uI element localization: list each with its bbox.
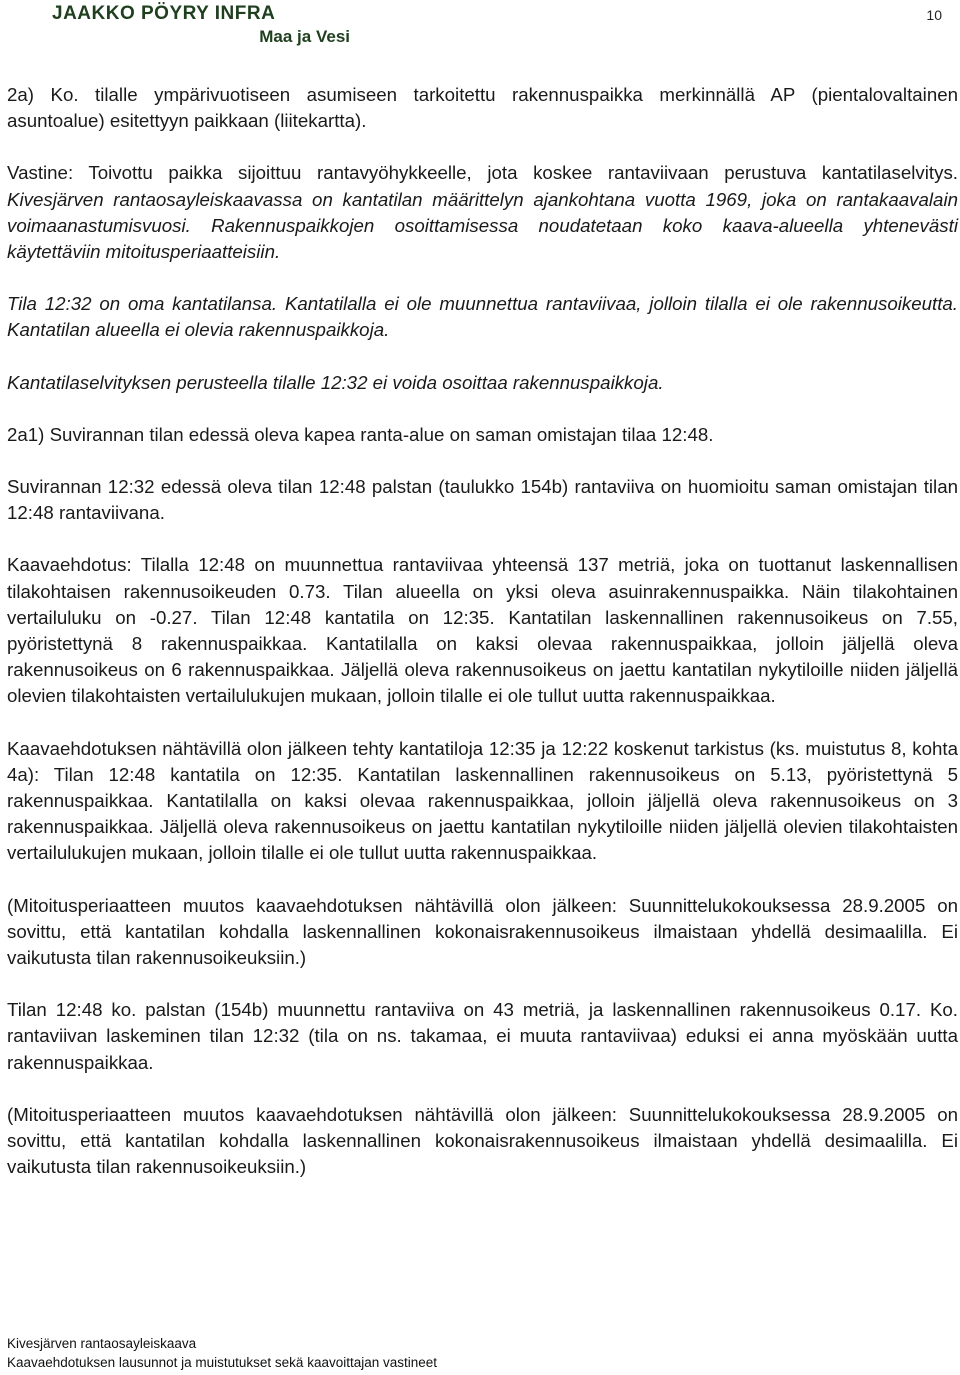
paragraph-request-2a: 2a) Ko. tilalle ympärivuotiseen asumiseen tarkoitettu rakennuspaikka merkinnällä AP (pientalovaltainen asuntoalue) esitettyyn paikkaan (liitekartta). xyxy=(7,84,958,132)
response-italic: Kivesjärven rantaosayleiskaavassa on kantatilan määrittelyn ajankohtana vuotta 1969, joka on rantakaavalain voimaanastumisvuosi. Rakennuspaikkojen osoittamisessa noudatetaan koko kaava-alueella yhtenevästi käytettäviin mitoitusperiaatteisiin. xyxy=(7,188,958,263)
logo-division-name: Maa ja Vesi xyxy=(259,27,350,46)
tila-12-32-intro: Tila 12:32 on oma kantatilansa. xyxy=(7,293,278,315)
paragraph-suviranta: Suvirannan 12:32 edessä oleva tilan 12:48 palstan (taulukko 154b) rantaviiva on huomioitu saman omistajan tilan 12:48 rantaviivana. xyxy=(7,476,958,524)
tila-12-32-detail: Kantatilalla ei ole muunnettua rantaviivaa, jolloin tilalla ei ole rakennusoikeutta. Kantatilan alueella ei olevia rakennuspaikkoja. xyxy=(7,293,958,341)
paragraph-mitoitus-note-1: (Mitoitusperiaatteen muutos kaavaehdotuksen nähtävillä olon jälkeen: Suunnittelukokouksessa 28.9.2005 on sovittu, että kantatilan kohdalla laskennallinen kokonaisrakennusoikeus ilmaistaan yhdellä desimaalilla. Ei vaikutusta tilan rakennusoikeuksiin.) xyxy=(7,894,958,969)
page-footer xyxy=(7,1335,437,1372)
paragraph-tila-12-32 xyxy=(7,291,958,343)
paragraph-response xyxy=(7,160,958,265)
footer-document-subtitle: Kaavaehdotuksen lausunnot ja muistutukset sekä kaavoittajan vastineet xyxy=(7,1354,438,1370)
paragraph-mitoitus-note-2: (Mitoitusperiaatteen muutos kaavaehdotuksen nähtävillä olon jälkeen: Suunnittelukokouksessa 28.9.2005 on sovittu, että kantatilan kohdalla laskennallinen kokonaisrakennusoikeus ilmaistaan yhdellä desimaalilla. Ei vaikutusta tilan rakennusoikeuksiin.) xyxy=(7,1103,958,1178)
document-body xyxy=(7,82,958,1181)
response-intro: Vastine: Toivottu paikka sijoittuu rantavyöhykkeelle, jota koskee rantaviivaan perustuva kantatilaselvitys. xyxy=(7,162,958,184)
paragraph-request-2a1: 2a1) Suvirannan tilan edessä oleva kapea ranta-alue on saman omistajan tilaa 12:48. xyxy=(7,423,714,445)
paragraph-kaavaehdotus: Kaavaehdotus: Tilalla 12:48 on muunnettua rantaviivaa yhteensä 137 metriä, joka on tuottanut laskennallisen tilakohtaisen rakennusoikeuden 0.73. Tilan alueella on yksi oleva asuinrakennuspaikka. Näin tilakohtainen vertailuluku on -0.27. Tilan 12:48 kantatila on 12:35. Kantatilan laskennallinen rakennusoikeus on 7.55, pyöristettynä 8 rakennuspaikkaa. Kantatilalla on kaksi olevaa rakennuspaikkaa, jolloin jäljellä oleva rakennusoikeus on 6 rakennuspaikkaa. Jäljellä oleva rakennusoikeus on jaettu kantatilan nykytiloille niiden jäljellä olevien tilakohtaisten vertailulukujen mukaan, jolloin tilalle ei ole tullut uutta rakennuspaikkaa. xyxy=(7,554,958,707)
page-number: 10 xyxy=(926,7,942,23)
company-logo xyxy=(52,4,350,48)
footer-document-title: Kivesjärven rantaosayleiskaava xyxy=(7,1336,197,1351)
paragraph-conclusion: Kantatilaselvityksen perusteella tilalle 12:32 ei voida osoittaa rakennuspaikkoja. xyxy=(7,371,664,393)
logo-company-name: JAAKKO PÖYRY INFRA xyxy=(52,3,276,24)
paragraph-tarkistus: Kaavaehdotuksen nähtävillä olon jälkeen tehty kantatiloja 12:35 ja 12:22 koskenut tarkistus (ks. muistutus 8, kohta 4a): Tilan 12:48 kantatila on 12:35. Kantatilan laskennallinen rakennusoikeus on 5.13, pyöristettynä 5 rakennuspaikkaa. Kantatilalla on kaksi olevaa rakennuspaikkaa, jolloin jäljellä oleva rakennusoikeus on 3 rakennuspaikkaa. Jäljellä oleva rakennusoikeus on jaettu kantatilan nykytiloille niiden jäljellä olevien tilakohtaisten vertailulukujen mukaan, jolloin tilalle ei ole tullut uutta rakennuspaikkaa. xyxy=(7,737,958,864)
paragraph-palsta-154b: Tilan 12:48 ko. palstan (154b) muunnettu rantaviiva on 43 metriä, ja laskennallinen rakennusoikeus 0.17. Ko. rantaviivan laskeminen tilan 12:32 (tila on ns. takamaa, ei muuta rantaviivaa) eduksi ei anna myöskään uutta rakennuspaikkaa. xyxy=(7,999,958,1073)
